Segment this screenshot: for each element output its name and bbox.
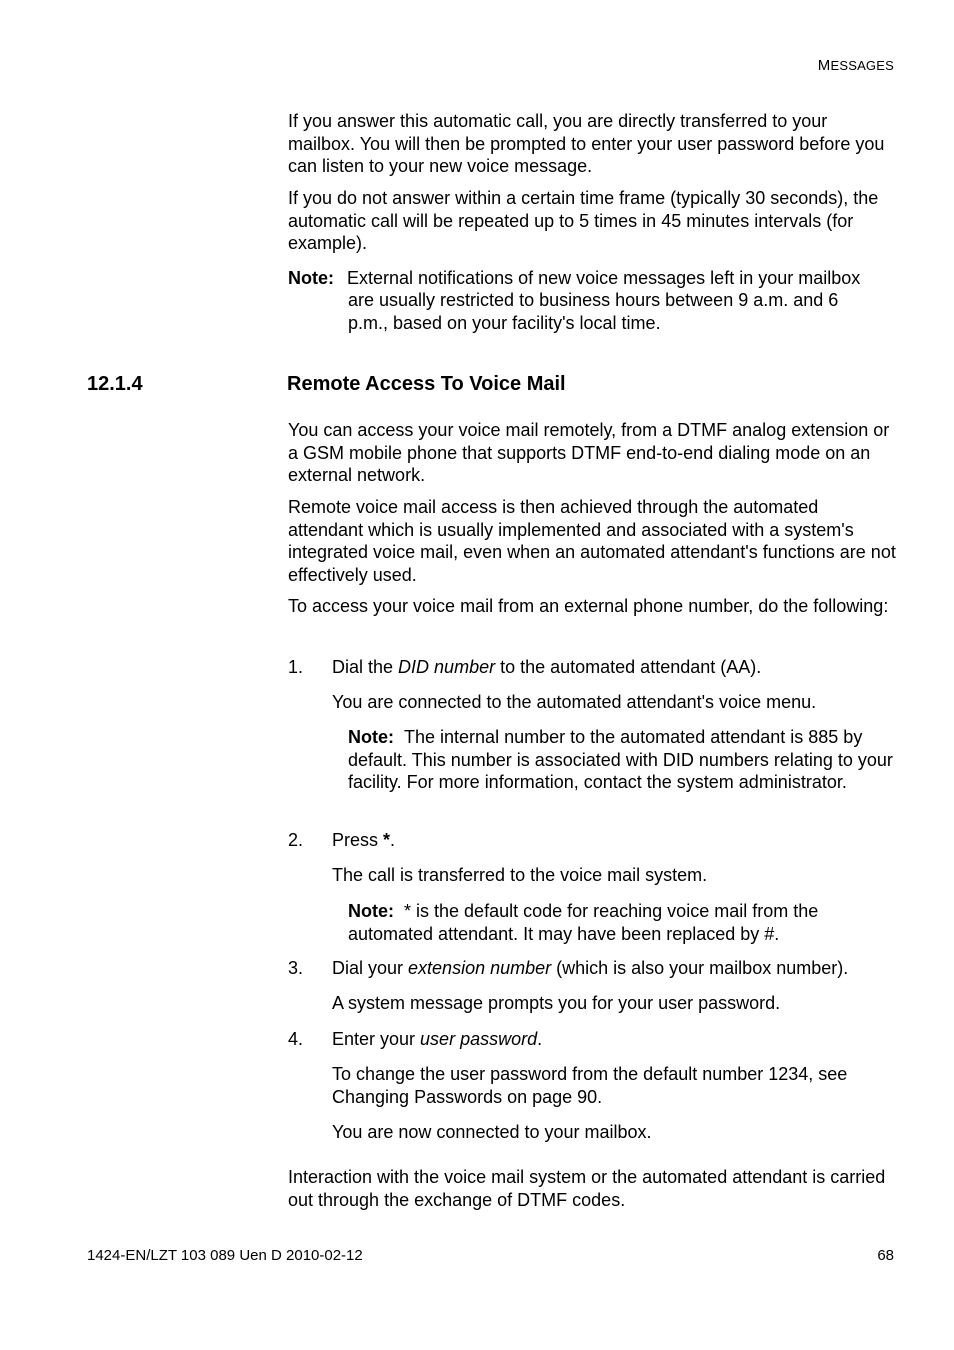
step-result: A system message prompts you for your user password. — [332, 993, 781, 1013]
step-number: 3. — [288, 958, 304, 978]
note-text-line2: are usually restricted to business hours between 9 a.m. and 6 — [348, 290, 839, 310]
step-note: Note: The internal number to the automated attendant is 885 by default. This number is associated with DID numbers relating to your facility. For more information, contact the system administrator. — [348, 727, 893, 792]
step-number: 2. — [288, 830, 304, 850]
step-result: You are connected to the automated attendant's voice menu. — [332, 692, 817, 712]
running-header: MESSAGES — [817, 57, 894, 74]
step-result-2: You are now connected to your mailbox. — [332, 1122, 652, 1142]
section-paragraph-1: You can access your voice mail remotely, from a DTMF analog extension or a GSM mobile phone that supports DTMF end-to-end dialing mode on an external network. — [288, 420, 890, 485]
intro-paragraph-2: If you do not answer within a certain time frame (typically 30 seconds), the automatic call will be repeated up to 5 times in 45 minutes intervals (for example). — [288, 188, 879, 253]
closing-paragraph: Interaction with the voice mail system or the automated attendant is carried out through the exchange of DTMF codes. — [288, 1167, 886, 1210]
step-result: The call is transferred to the voice mail system. — [332, 865, 708, 885]
section-paragraph-3: To access your voice mail from an external phone number, do the following: — [288, 596, 889, 616]
step-instruction: Dial your extension number (which is also your mailbox number). — [332, 958, 849, 978]
intro-paragraph-1: If you answer this automatic call, you are directly transferred to your mailbox. You will then be prompted to enter your user password before you can listen to your new voice message. — [288, 111, 885, 176]
footer-doc-id: 1424-EN/LZT 103 089 Uen D 2010-02-12 — [87, 1247, 363, 1264]
step-instruction: Press *. — [332, 830, 396, 850]
note-text-line1: External notifications of new voice messages left in your mailbox — [347, 268, 861, 288]
note-text-line3: p.m., based on your facility's local time. — [348, 313, 661, 333]
section-paragraph-2: Remote voice mail access is then achieved through the automated attendant which is usually implemented and associated with a system's integrated voice mail, even when an automated attendant's functions are not effectively used. — [288, 497, 896, 585]
footer-page-number: 68 — [877, 1247, 894, 1264]
step-result: To change the user password from the default number 1234, see Changing Passwords on page 90. — [332, 1064, 848, 1107]
section-title: Remote Access To Voice Mail — [287, 373, 566, 395]
step-instruction: Dial the DID number to the automated attendant (AA). — [332, 657, 762, 677]
step-instruction: Enter your user password. — [332, 1029, 543, 1049]
step-note: Note: * is the default code for reaching voice mail from the automated attendant. It may have been replaced by #. — [348, 901, 819, 944]
note-label: Note: — [288, 268, 334, 288]
section-number: 12.1.4 — [87, 373, 143, 395]
step-number: 4. — [288, 1029, 304, 1049]
step-number: 1. — [288, 657, 304, 677]
